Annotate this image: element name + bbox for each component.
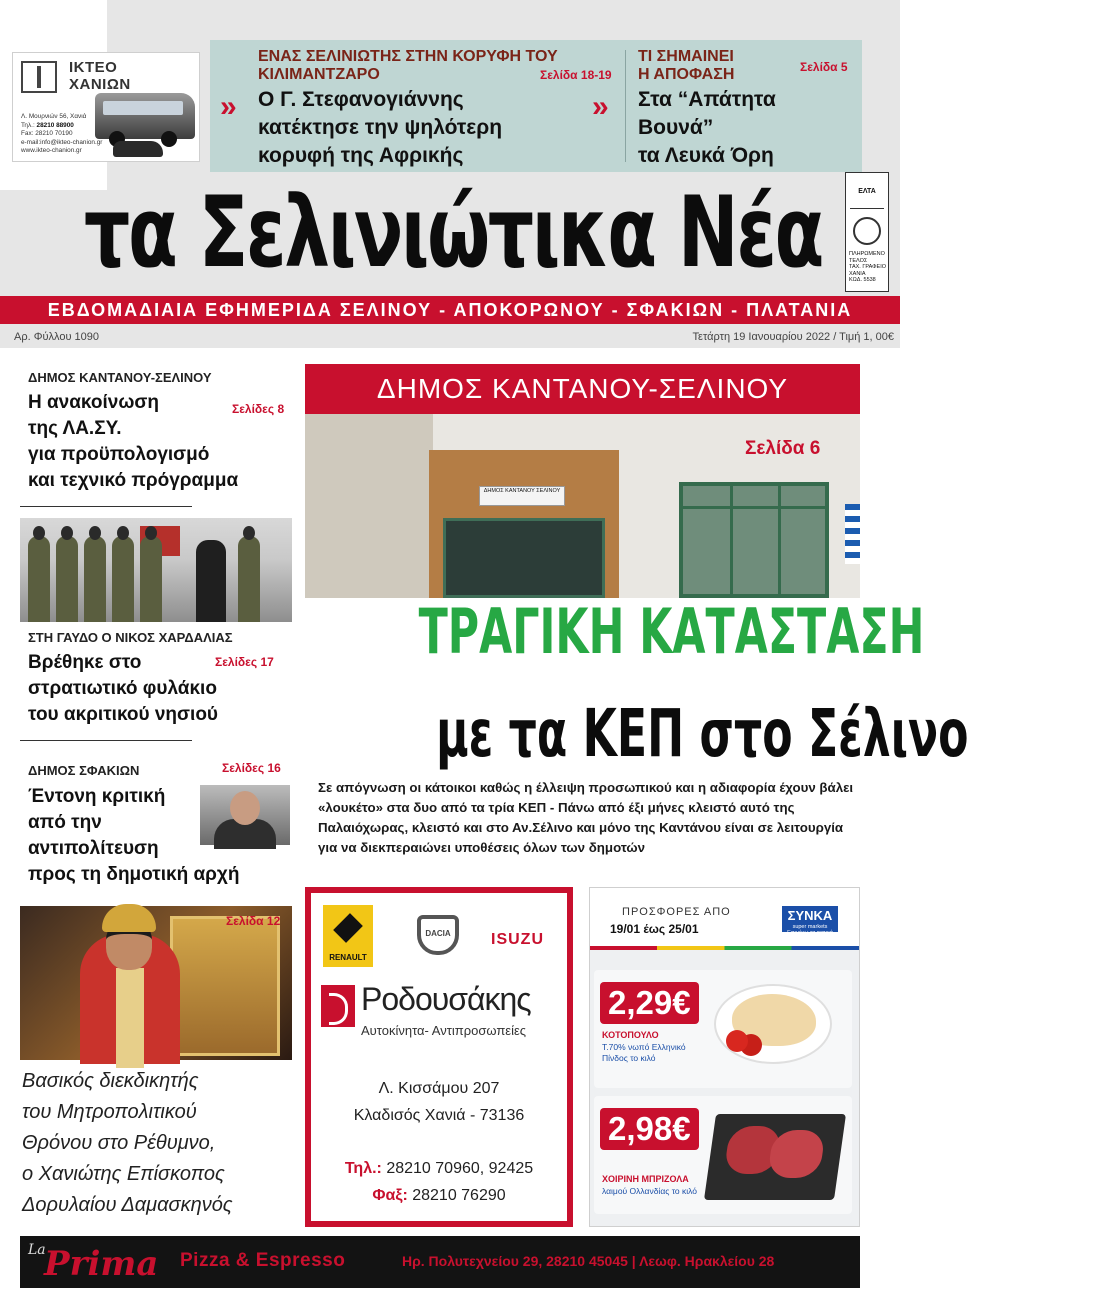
building-photo[interactable] [305,414,860,598]
car-image [113,141,163,157]
bishop-caption-line: Βασικός διεκδικητής [22,1070,199,1092]
soldier-figure [238,536,260,622]
ikteo-ad[interactable] [12,52,200,162]
teaser1-title[interactable] [258,86,502,170]
divider [20,740,192,741]
story3-kicker: ΔΗΜΟΣ ΣΦΑΚΙΩΝ [28,763,140,778]
rodousakis-contact [311,1155,567,1209]
building-window [679,482,829,598]
soldier-figure [84,536,106,622]
postage-line3: ΤΑΧ. ΓΡΑΦΕΙΟ [849,264,887,270]
lead-banner: ΔΗΜΟΣ ΚΑΝΤΑΝΟΥ-ΣΕΛΙΝΟΥ [305,364,860,414]
teaser2-title-line2: Βουνά” [638,116,714,139]
postage-stamp [845,172,889,292]
laprima-tagline: Pizza & Espresso [180,1250,346,1271]
synka-dates: 19/01 έως 25/01 [610,922,699,936]
teaser2-title-line3: τα Λευκά Όρη [638,144,774,167]
postage-line1: ΠΛΗΡΩΜΕΝΟ [849,251,885,257]
teaser2-title-line1: Στα “Απάτητα [638,88,776,111]
story3-line: αντιπολίτευση [28,838,159,859]
postage-line4: ΧΑΝΙΑ [849,270,866,277]
rodousakis-tel: 28210 70960, 92425 [386,1160,534,1177]
product-card[interactable] [594,1096,852,1214]
product-name: ΚΟΤΟΠΟΥΛΟ [602,1030,659,1040]
ikteo-tel-label: Τηλ.: [21,121,35,129]
ikteo-name-line2: ΧΑΝΙΩΝ [69,76,131,93]
synka-logo [782,906,838,942]
soldier-figure [28,536,50,622]
bishop-caption[interactable] [22,1066,292,1221]
product-description: λαιμού Ολλανδίας το κιλό [602,1186,698,1196]
ikteo-tel: 28210 88900 [36,121,74,129]
rodousakis-address-line2: Κλαδισός Χανιά - 73136 [353,1107,525,1124]
story3-line: προς τη δημοτική αρχή [28,864,240,885]
chevron-right-icon: » [220,90,237,123]
product-price: 2,98€ [600,1108,699,1150]
story2-kicker: ΣΤΗ ΓΑΥΔΟ Ο ΝΙΚΟΣ ΧΑΡΔΑΛΙΑΣ [28,630,233,645]
synka-header [590,888,859,946]
rodousakis-logo-icon [321,985,355,1027]
dacia-label: DACIA [425,929,451,938]
mitre-icon [102,904,156,932]
ikteo-address: Λ. Μουρνιών 56, Χανιά [21,113,87,120]
postage-line2: ΤΕΛΟΣ [849,257,868,264]
rodousakis-subtitle: Αυτοκίνητα- Αντιπροσωπείες [361,1023,527,1038]
story1-page: Σελίδες 8 [232,402,285,416]
religious-icon-image [170,916,280,1056]
fax-label: Φαξ: [372,1187,408,1204]
rodousakis-fax: 28210 76290 [412,1187,506,1204]
story2-line: του ακριτικού νησιού [28,704,218,725]
story3-page: Σελίδες 16 [222,761,281,775]
divider [20,506,192,507]
teaser2-kicker-line1: ΤΙ ΣΗΜΑΙΝΕΙ [638,48,734,65]
story1-line: και τεχνικό πρόγραμμα [28,470,239,491]
story3-line: από την [28,812,102,833]
building-wall [305,414,433,598]
teaser-divider [625,50,626,162]
ikteo-name-line1: ΙΚΤΕΟ [69,59,118,76]
story2-line: στρατιωτικό φυλάκιο [28,678,217,699]
story1-kicker: ΔΗΜΟΣ ΚΑΝΤΑΝΟΥ-ΣΕΛΙΝΟΥ [28,370,212,385]
story1-line: για προϋπολογισμό [28,444,210,465]
story1-title[interactable] [28,390,238,494]
rodousakis-name: Ροδουσάκης [361,981,531,1017]
product-desc-line1: Τ.70% νωπό Ελληνικό [602,1042,686,1052]
rodousakis-address-line1: Λ. Κισσάμου 207 [378,1080,500,1097]
soldiers-photo[interactable] [20,518,292,622]
person-head [230,791,260,825]
ikteo-logo-icon [21,61,57,93]
rodousakis-address [311,1075,567,1129]
laprima-logo-prima: Prima [44,1244,159,1284]
product-desc-line2: Πίνδος το κιλό [602,1053,656,1063]
teaser2-title[interactable] [638,86,776,170]
civilian-figure [196,540,226,622]
issue-number: Αρ. Φύλλου 1090 [14,331,99,343]
teaser-box [210,40,862,172]
teaser2-kicker [638,48,734,84]
teaser1-kicker: ΕΝΑΣ ΣΕΛΙΝΙΩΤΗΣ ΣΤΗΝ ΚΟΡΥΦΗ ΤΟΥ ΚΙΛΙΜΑΝΤΖΑΡΟ [258,48,558,83]
synka-products [590,950,859,1226]
laprima-logo-la: La [28,1242,46,1258]
bishop-stole [116,968,144,1068]
issue-date-price: Τετάρτη 19 Ιανουαρίου 2022 / Τιμή 1, 00€ [692,331,894,343]
pork-chop-image [704,1114,846,1200]
bishop-caption-line: Θρόνου στο Ρέθυμνο, [22,1132,216,1154]
story2-page: Σελίδες 17 [215,655,274,669]
story1-line: Η ανακοίνωση [28,392,159,413]
teaser2-page: Σελίδα 5 [800,60,848,74]
bishop-photo[interactable] [20,906,292,1060]
soldier-figure [140,536,162,622]
ikteo-web: www.ikteo-chanion.gr [21,147,82,155]
lead-headline-2[interactable] [305,694,969,774]
laprima-logo [28,1240,178,1284]
bus-image [95,93,195,139]
synka-offers-label: ΠΡΟΣΦΟΡΕΣ ΑΠΟ [622,906,731,918]
ikteo-email: e-mail:info@ikteo-chanion.gr [21,138,103,146]
lead-headline-2-text: με τα ΚΕΠ στο Σέλινο [436,695,969,772]
lead-headline-1[interactable] [305,592,925,672]
synka-logo-sub [782,924,838,942]
renault-label: RENAULT [329,953,367,962]
lead-headline-1-text: ΤΡΑΓΙΚΗ ΚΑΤΑΣΤΑΣΗ [418,595,925,668]
postmark-icon [853,217,881,245]
product-description [602,1042,686,1064]
masthead-title: τα Σελινιώτικα Νέα [84,176,823,290]
product-price: 2,29€ [600,982,699,1024]
synka-ad[interactable] [589,887,860,1227]
ikteo-name [69,59,131,93]
chicken-image [714,984,832,1064]
rodousakis-ad[interactable] [305,887,573,1227]
teaser1-page: Σελίδα 18-19 [540,68,612,82]
chevron-right-icon: » [592,90,609,123]
product-card[interactable] [594,970,852,1088]
synka-logo-text: ΣΥΝΚΑ [787,908,833,923]
soldier-figure [112,536,134,622]
teaser1-title-line3: κορυφή της Αφρικής [258,144,464,167]
lead-page: Σελίδα 6 [745,438,821,459]
teaser2-kicker-line2: Η ΑΠΟΦΑΣΗ [638,66,735,83]
story1-line: της ΛΑ.ΣΥ. [28,418,122,439]
ikteo-fax: Fax: 28210 70190 [21,130,73,138]
bishop-caption-line: ο Χανιώτης Επίσκοπος [22,1163,225,1185]
story2-line: Βρέθηκε στο [28,652,142,673]
building-sign: ΔΗΜΟΣ ΚΑΝΤΑΝΟΥ ΣΕΛΙΝΟΥ [479,486,565,506]
bishop-caption-line: Δορυλαίου Δαμασκηνός [22,1194,233,1216]
elta-logo: ΕΛΤΑ [850,177,884,209]
tel-label: Τηλ.: [344,1160,382,1177]
synka-logo-tagline: Επιμένω τα τοπικά μου [787,930,833,942]
product-name: ΧΟΙΡΙΝΗ ΜΠΡΙΖΟΛΑ [602,1174,689,1184]
isuzu-logo: ISUZU [491,931,544,948]
ikteo-contact [21,113,102,156]
soldier-figure [56,536,78,622]
masthead-subtitle: ΕΒΔΟΜΑΔΙΑΙΑ ΕΦΗΜΕΡΙΔΑ ΣΕΛΙΝΟΥ - ΑΠΟΚΟΡΩΝΟΥ - ΣΦΑΚΙΩΝ - ΠΛΑΤΑΝΙΑ [0,296,900,324]
teaser1-title-line1: Ο Γ. Στεφανογιάννης [258,88,464,111]
postage-code: ΚΩΔ. 5538 [849,277,876,283]
building-door [443,518,605,598]
bishop-page: Σελίδα 12 [226,914,281,928]
story3-line: Έντονη κριτική [28,786,166,807]
synka-logo-subtitle: super markets [792,924,828,930]
lead-paragraph: Σε απόγνωση οι κάτοικοι καθώς η έλλειψη προσωπικού και η αδιαφορία έχουν βάλει «λουκέτο» στα δυο από τα τρία ΚΕΠ - Πάνω από έξι μήνες κλειστό αυτό της Παλαιόχωρας, κλειστό και στο Αν.Σέλινο και μόνο της Καντάνου είναι σε λειτουργία για να διεκπεραιώνει υποθέσεις όλων των δημοτών [318,780,854,855]
laprima-address: Ηρ. Πολυτεχνείου 29, 28210 45045 | Λεωφ. Ηρακλείου 28 [402,1253,775,1269]
teaser1-title-line2: κατέκτησε την ψηλότερη [258,116,503,139]
postage-text [849,251,889,284]
bishop-caption-line: του Μητροπολιτικού [22,1101,197,1123]
laprima-ad[interactable] [20,1236,860,1288]
story2-title[interactable] [28,650,218,728]
flag-icon [845,504,860,564]
mayor-photo[interactable] [200,785,290,845]
